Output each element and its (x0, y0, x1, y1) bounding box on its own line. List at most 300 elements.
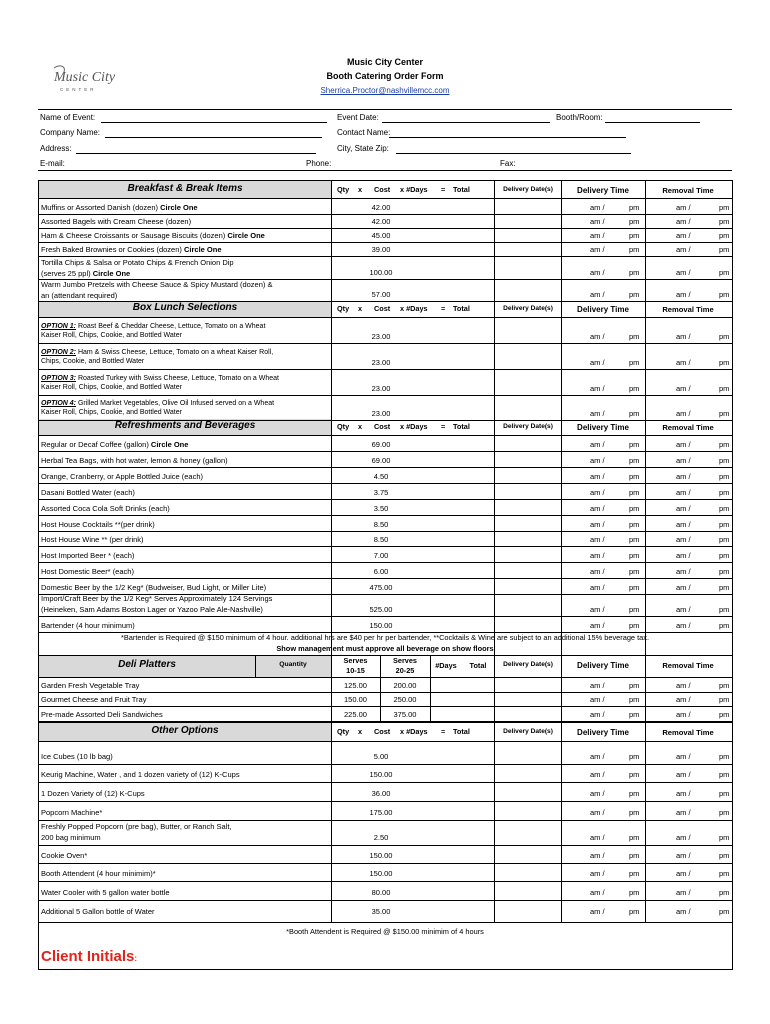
item-text: 1 Dozen Variety of (12) K-Cups (41, 789, 145, 798)
item-text: Ham & Cheese Croissants or Sausage Biscuits (dozen) (41, 231, 228, 240)
delivery-am-mark[interactable]: am / (590, 695, 605, 704)
deli-item-3: Pre-made Assorted Deli Sandwiches (41, 710, 163, 719)
item-text: Herbal Tea Bags, with hot water, lemon & honey (gallon) (41, 456, 228, 465)
box-lunch-total-header: Total (453, 304, 470, 313)
removal-pm-mark[interactable]: pm (719, 440, 730, 449)
removal-pm-mark[interactable]: pm (719, 583, 730, 592)
removal-pm-mark[interactable]: pm (719, 888, 730, 897)
item-text: Warm Jumbo Pretzels with Cheese Sauce & Spicy Mustard (dozen) & (41, 280, 273, 289)
delivery-am-mark[interactable]: am / (590, 504, 605, 513)
removal-pm-mark[interactable]: pm (719, 621, 730, 630)
box-lunch-price-4: 23.00 (371, 409, 391, 418)
removal-am-mark[interactable]: am / (676, 409, 691, 418)
other-item-9 (41, 907, 155, 918)
delivery-am-mark[interactable]: am / (590, 456, 605, 465)
breakfast-section-title: Breakfast & Break Items (127, 183, 243, 194)
removal-am-mark[interactable]: am / (676, 456, 691, 465)
refreshments-price-1: 69.00 (371, 440, 391, 449)
refreshments-item-7 (41, 535, 144, 546)
removal-am-mark[interactable]: am / (676, 681, 691, 690)
breakfast-total-header: Total (453, 185, 470, 194)
removal-am-mark[interactable]: am / (676, 440, 691, 449)
refreshments-item-4 (41, 488, 135, 499)
circle-one-note: Circle One (183, 245, 222, 254)
row-line (38, 782, 732, 783)
row-line (38, 722, 732, 723)
item-text: Orange, Cranberry, or Apple Bottled Juice (each) (41, 472, 204, 481)
deli-days-header: #Days (435, 661, 457, 670)
option-label: OPTION 3: (41, 375, 77, 382)
row-line (38, 863, 732, 864)
removal-pm-mark[interactable]: pm (719, 472, 730, 481)
delivery-am-mark[interactable]: am / (590, 583, 605, 592)
item-text: Host House Wine ** (per drink) (41, 535, 144, 544)
removal-am-mark[interactable]: am / (676, 621, 691, 630)
refreshments-price-8: 7.00 (373, 551, 389, 560)
email-label: E-mail: (40, 159, 65, 168)
removal-pm-mark[interactable]: pm (719, 456, 730, 465)
delivery-pm-mark[interactable]: pm (629, 605, 640, 614)
delivery-pm-mark[interactable]: pm (629, 290, 640, 299)
delivery-pm-mark[interactable]: pm (629, 833, 640, 842)
item-text: Water Cooler with 5 gallon water bottle (41, 888, 170, 897)
delivery-am-mark[interactable]: am / (590, 551, 605, 560)
delivery-pm-mark[interactable]: pm (629, 789, 640, 798)
option-text-line2: Kaiser Roll, Chips, Cookie, and Bottled Water (41, 409, 182, 416)
bartender-note: *Bartender is Required @ $150 minimum of 4 hour. additional hrs are $40 per hr per bartender, **Cocktails & Wine are subject to an additional 15% beverage tax. (120, 633, 650, 642)
removal-am-mark[interactable]: am / (676, 231, 691, 240)
delivery-pm-mark[interactable]: pm (629, 710, 640, 719)
deli-section-title: Deli Platters (118, 659, 176, 670)
delivery-pm-mark[interactable]: pm (629, 504, 640, 513)
refreshments-price-10: 475.00 (369, 583, 393, 592)
delivery-pm-mark[interactable]: pm (629, 520, 640, 529)
delivery-am-mark[interactable]: am / (590, 488, 605, 497)
option-text-line2: Kaiser Roll, Chips, Cookie, and Bottled Water (41, 384, 182, 391)
delivery-am-mark[interactable]: am / (590, 472, 605, 481)
other-item-7 (41, 869, 156, 880)
row-line (38, 820, 732, 821)
row-line (38, 706, 732, 707)
row-line (38, 677, 732, 678)
delivery-pm-mark[interactable]: pm (629, 770, 640, 779)
booth-attendant-note: *Booth Attendent is Required @ $150.00 minimim of 4 hours (286, 927, 484, 936)
removal-am-mark[interactable]: am / (676, 567, 691, 576)
delivery-pm-mark[interactable]: pm (629, 384, 640, 393)
removal-pm-mark[interactable]: pm (719, 605, 730, 614)
option-text: Roast Beef & Cheddar Cheese, Lettuce, Tomato on a Wheat (76, 323, 266, 330)
removal-am-mark[interactable]: am / (676, 551, 691, 560)
delivery-pm-mark[interactable]: pm (629, 488, 640, 497)
row-line (38, 420, 732, 421)
delivery-am-mark[interactable]: am / (590, 268, 605, 277)
removal-am-mark[interactable]: am / (676, 472, 691, 481)
box-lunch-days-header: x #Days (400, 304, 428, 313)
item-text: Dasani Bottled Water (each) (41, 488, 135, 497)
removal-am-mark[interactable]: am / (676, 808, 691, 817)
item-text: Regular or Decaf Coffee (gallon) (41, 440, 151, 449)
delivery-am-mark[interactable]: am / (590, 770, 605, 779)
delivery-am-mark[interactable]: am / (590, 851, 605, 860)
other-price-7: 150.00 (369, 869, 393, 878)
item-text-line2: (serves 25 ppl) (41, 268, 93, 278)
item-text: Host House Cocktails **(per drink) (41, 520, 155, 529)
option-label: OPTION 4: (41, 400, 77, 407)
row-line (38, 531, 732, 532)
delivery-pm-mark[interactable]: pm (629, 217, 640, 226)
removal-pm-mark[interactable]: pm (719, 869, 730, 878)
delivery-am-mark[interactable]: am / (590, 869, 605, 878)
removal-am-mark[interactable]: am / (676, 833, 691, 842)
refreshments-item-9 (41, 567, 134, 578)
svg-text:CENTER: CENTER (60, 87, 97, 92)
address-label: Address: (40, 144, 72, 153)
row-line (38, 242, 732, 243)
removal-am-mark[interactable]: am / (676, 535, 691, 544)
removal-am-mark[interactable]: am / (676, 770, 691, 779)
removal-pm-mark[interactable]: pm (719, 231, 730, 240)
refreshments-section-title: Refreshments and Beverages (114, 420, 256, 431)
row-line (38, 692, 732, 693)
booth-room-label: Booth/Room: (556, 113, 603, 122)
refreshments-removal-time-header: Removal Time (662, 423, 714, 432)
removal-am-mark[interactable]: am / (676, 384, 691, 393)
header-divider (38, 109, 732, 110)
option-text: Roasted Turkey with Swiss Cheese, Lettuce, Tomato on a Wheat (76, 375, 279, 382)
breakfast-qty-header: Qty (337, 185, 350, 194)
phone-label: Phone: (306, 159, 332, 168)
removal-am-mark[interactable]: am / (676, 752, 691, 761)
item-text: Fresh Baked Brownies or Cookies (dozen) (41, 245, 184, 254)
serves-large-label: Serves (393, 656, 417, 665)
delivery-pm-mark[interactable]: pm (629, 472, 640, 481)
deli-delivery-time-header: Delivery Time (577, 661, 629, 670)
removal-pm-mark[interactable]: pm (719, 710, 730, 719)
delivery-pm-mark[interactable]: pm (629, 583, 640, 592)
refreshments-item-2 (41, 456, 228, 467)
box-lunch-option-4 (41, 399, 274, 417)
delivery-am-mark[interactable]: am / (590, 808, 605, 817)
breakfast-item-3 (41, 231, 265, 242)
removal-pm-mark[interactable]: pm (719, 851, 730, 860)
row-line (38, 845, 732, 846)
city-state-zip-label: City, State Zip: (337, 144, 389, 153)
contact-name-field[interactable] (389, 137, 626, 138)
delivery-pm-mark[interactable]: pm (629, 681, 640, 690)
other-item-5 (41, 822, 232, 843)
removal-am-mark[interactable]: am / (676, 789, 691, 798)
removal-am-mark[interactable]: am / (676, 907, 691, 916)
delivery-pm-mark[interactable]: pm (629, 268, 640, 277)
box-lunch-price-1: 23.00 (371, 332, 391, 341)
removal-pm-mark[interactable]: pm (719, 409, 730, 418)
delivery-am-mark[interactable]: am / (590, 520, 605, 529)
delivery-am-mark[interactable]: am / (590, 290, 605, 299)
box-lunch-section-title: Box Lunch Selections (132, 302, 238, 313)
deli-quantity-header: Quantity (279, 661, 307, 668)
booth-room-field[interactable] (605, 122, 700, 123)
breakfast-price-3: 45.00 (371, 231, 391, 240)
removal-pm-mark[interactable]: pm (719, 535, 730, 544)
event-date-field[interactable] (382, 122, 550, 123)
deli-total-header: Total (469, 661, 487, 670)
item-text-line2: 200 bag minimum (41, 832, 101, 842)
other-eq-header: = (441, 727, 446, 736)
delivery-am-mark[interactable]: am / (590, 217, 605, 226)
music-city-center-logo (50, 64, 115, 94)
item-text: Tortilla Chips & Salsa or Potato Chips & French Onion Dip (41, 258, 234, 267)
delivery-pm-mark[interactable]: pm (629, 567, 640, 576)
delivery-pm-mark[interactable]: pm (629, 551, 640, 560)
row-line (38, 515, 732, 516)
refreshments-delivery-time-header: Delivery Time (577, 423, 629, 432)
removal-pm-mark[interactable]: pm (719, 332, 730, 341)
removal-am-mark[interactable]: am / (676, 869, 691, 878)
option-text-line2: Kaiser Roll, Chips, Cookie, and Bottled Water (41, 332, 182, 339)
delivery-am-mark[interactable]: am / (590, 605, 605, 614)
refreshments-item-3 (41, 472, 203, 483)
refreshments-price-12: 150.00 (369, 621, 393, 630)
removal-pm-mark[interactable]: pm (719, 789, 730, 798)
refreshments-price-2: 69.00 (371, 456, 391, 465)
circle-one-note: Circle One (160, 203, 198, 212)
removal-pm-mark[interactable]: pm (719, 290, 730, 299)
removal-am-mark[interactable]: am / (676, 290, 691, 299)
box-lunch-removal-time-header: Removal Time (662, 305, 714, 314)
item-text: Host Imported Beer * (each) (41, 551, 135, 560)
row-line (38, 764, 732, 765)
delivery-am-mark[interactable]: am / (590, 440, 605, 449)
removal-pm-mark[interactable]: pm (719, 217, 730, 226)
contact-email-link[interactable]: Sherrica.Proctor@nashvillemcc.com (320, 86, 450, 95)
delivery-pm-mark[interactable]: pm (629, 440, 640, 449)
box-lunch-qty-header: Qty (337, 304, 350, 313)
delivery-pm-mark[interactable]: pm (629, 456, 640, 465)
delivery-pm-mark[interactable]: pm (629, 851, 640, 860)
removal-pm-mark[interactable]: pm (719, 268, 730, 277)
delivery-am-mark[interactable]: am / (590, 789, 605, 798)
refreshments-item-8 (41, 551, 134, 562)
show-management-note: Show management must approve all beverage on show floors (276, 644, 494, 653)
removal-pm-mark[interactable]: pm (719, 808, 730, 817)
name-of-event-field[interactable] (101, 122, 327, 123)
breakfast-price-4: 39.00 (371, 245, 391, 254)
delivery-pm-mark[interactable]: pm (629, 621, 640, 630)
removal-am-mark[interactable]: am / (676, 488, 691, 497)
removal-pm-mark[interactable]: pm (719, 681, 730, 690)
removal-am-mark[interactable]: am / (676, 583, 691, 592)
removal-pm-mark[interactable]: pm (719, 907, 730, 916)
removal-pm-mark[interactable]: pm (719, 520, 730, 529)
delivery-am-mark[interactable]: am / (590, 203, 605, 212)
refreshments-item-6 (41, 520, 155, 531)
venue-title: Music City Center (346, 57, 424, 67)
deli-delivery-dates-header: Delivery Date(s) (503, 661, 553, 668)
box-lunch-option-2 (41, 348, 273, 366)
refreshments-item-1 (41, 440, 188, 451)
delivery-am-mark[interactable]: am / (590, 710, 605, 719)
removal-am-mark[interactable]: am / (676, 217, 691, 226)
refreshments-price-3: 4.50 (373, 472, 389, 481)
other-qty-header: Qty (337, 727, 350, 736)
removal-pm-mark[interactable]: pm (719, 770, 730, 779)
breakfast-cost-header: Cost (374, 185, 391, 194)
breakfast-price-2: 42.00 (371, 217, 391, 226)
removal-am-mark[interactable]: am / (676, 504, 691, 513)
item-text: Popcorn Machine* (41, 808, 103, 817)
removal-am-mark[interactable]: am / (676, 203, 691, 212)
refreshments-cost-header: Cost (374, 422, 391, 431)
breakfast-delivery-dates-header: Delivery Date(s) (503, 186, 553, 193)
removal-am-mark[interactable]: am / (676, 358, 691, 367)
delivery-am-mark[interactable]: am / (590, 245, 605, 254)
other-cost-header: Cost (374, 727, 391, 736)
delivery-am-mark[interactable]: am / (590, 621, 605, 630)
delivery-pm-mark[interactable]: pm (629, 231, 640, 240)
breakfast-price-5: 100.00 (369, 268, 393, 277)
delivery-pm-mark[interactable]: pm (629, 409, 640, 418)
row-line (38, 343, 732, 344)
breakfast-item-5 (41, 258, 234, 279)
box-lunch-delivery-time-header: Delivery Time (577, 305, 629, 314)
delivery-pm-mark[interactable]: pm (629, 695, 640, 704)
deli-serves-small-header (331, 656, 380, 676)
delivery-pm-mark[interactable]: pm (629, 808, 640, 817)
contact-name-label: Contact Name: (337, 128, 391, 137)
other-price-5: 2.50 (373, 833, 389, 842)
event-date-label: Event Date: (337, 113, 379, 122)
refreshments-price-9: 6.00 (373, 567, 389, 576)
delivery-pm-mark[interactable]: pm (629, 358, 640, 367)
other-price-6: 150.00 (369, 851, 393, 860)
removal-pm-mark[interactable]: pm (719, 752, 730, 761)
other-price-9: 35.00 (371, 907, 391, 916)
address-field[interactable] (76, 153, 316, 154)
delivery-am-mark[interactable]: am / (590, 535, 605, 544)
row-line (38, 578, 732, 579)
delivery-am-mark[interactable]: am / (590, 231, 605, 240)
delivery-am-mark[interactable]: am / (590, 833, 605, 842)
removal-am-mark[interactable]: am / (676, 268, 691, 277)
item-text: Booth Attendent (4 hour minimim)* (41, 869, 156, 878)
delivery-am-mark[interactable]: am / (590, 907, 605, 916)
removal-am-mark[interactable]: am / (676, 605, 691, 614)
delivery-pm-mark[interactable]: pm (629, 535, 640, 544)
removal-am-mark[interactable]: am / (676, 851, 691, 860)
box-lunch-price-2: 23.00 (371, 358, 391, 367)
delivery-am-mark[interactable]: am / (590, 384, 605, 393)
other-price-2: 150.00 (369, 770, 393, 779)
serves-small-range: 10-15 (346, 666, 365, 675)
removal-am-mark[interactable]: am / (676, 332, 691, 341)
refreshments-item-5 (41, 504, 170, 515)
delivery-pm-mark[interactable]: pm (629, 332, 640, 341)
row-line (38, 395, 732, 396)
delivery-am-mark[interactable]: am / (590, 332, 605, 341)
delivery-am-mark[interactable]: am / (590, 752, 605, 761)
box-lunch-price-3: 23.00 (371, 384, 391, 393)
removal-am-mark[interactable]: am / (676, 520, 691, 529)
other-item-1 (41, 752, 113, 763)
removal-am-mark[interactable]: am / (676, 888, 691, 897)
row-line (38, 256, 732, 257)
other-item-3 (41, 789, 145, 800)
other-price-4: 175.00 (369, 808, 393, 817)
removal-am-mark[interactable]: am / (676, 245, 691, 254)
removal-pm-mark[interactable]: pm (719, 567, 730, 576)
delivery-am-mark[interactable]: am / (590, 409, 605, 418)
removal-pm-mark[interactable]: pm (719, 203, 730, 212)
row-line (38, 435, 732, 436)
item-text: Freshly Popped Popcorn (pre bag), Butter, or Ranch Salt, (41, 822, 232, 831)
removal-pm-mark[interactable]: pm (719, 504, 730, 513)
delivery-pm-mark[interactable]: pm (629, 752, 640, 761)
other-days-header: x #Days (400, 727, 428, 736)
other-total-header: Total (453, 727, 470, 736)
option-text-line2: Chips, Cookie, and Bottled Water (41, 358, 145, 365)
removal-pm-mark[interactable]: pm (719, 245, 730, 254)
city-state-zip-field[interactable] (396, 153, 631, 154)
delivery-pm-mark[interactable]: pm (629, 888, 640, 897)
removal-pm-mark[interactable]: pm (719, 488, 730, 497)
fax-label: Fax: (500, 159, 516, 168)
removal-pm-mark[interactable]: pm (719, 384, 730, 393)
deli-removal-time-header: Removal Time (662, 661, 714, 670)
deli-price-small-1: 125.00 (344, 681, 367, 690)
deli-price-small-2: 150.00 (344, 695, 367, 704)
deli-item-2: Gourmet Cheese and Fruit Tray (41, 695, 147, 704)
other-section-title: Other Options (151, 725, 219, 736)
name-of-event-label: Name of Event: (40, 113, 96, 122)
delivery-am-mark[interactable]: am / (590, 567, 605, 576)
delivery-pm-mark[interactable]: pm (629, 869, 640, 878)
fields-divider (38, 170, 732, 171)
row-line (38, 562, 732, 563)
delivery-am-mark[interactable]: am / (590, 358, 605, 367)
delivery-pm-mark[interactable]: pm (629, 907, 640, 916)
removal-pm-mark[interactable]: pm (719, 833, 730, 842)
row-line (38, 616, 732, 617)
item-text: Muffins or Assorted Danish (dozen) (41, 203, 161, 212)
other-price-1: 5.00 (373, 752, 389, 761)
delivery-pm-mark[interactable]: pm (629, 203, 640, 212)
row-line (38, 801, 732, 802)
other-item-2 (41, 770, 240, 781)
other-item-8 (41, 888, 170, 899)
breakfast-eq-header: = (441, 185, 446, 194)
removal-pm-mark[interactable]: pm (719, 695, 730, 704)
removal-pm-mark[interactable]: pm (719, 551, 730, 560)
circle-one-note: Circle One (227, 231, 265, 240)
item-text: Keurig Machine, Water , and 1 dozen variety of (12) K-Cups (41, 770, 240, 779)
removal-am-mark[interactable]: am / (676, 710, 691, 719)
box-lunch-eq-header: = (441, 304, 446, 313)
row-line (38, 881, 732, 882)
delivery-pm-mark[interactable]: pm (629, 245, 640, 254)
company-name-field[interactable] (105, 137, 322, 138)
item-text-line2: (Heineken, Sam Adams Boston Lager or Yazoo Pale Ale-Nashville) (41, 604, 263, 614)
breakfast-x-header: x (358, 185, 363, 194)
row-line (38, 499, 732, 500)
item-text: Assorted Coca Cola Soft Drinks (each) (41, 504, 170, 513)
removal-pm-mark[interactable]: pm (719, 358, 730, 367)
delivery-am-mark[interactable]: am / (590, 888, 605, 897)
delivery-am-mark[interactable]: am / (590, 681, 605, 690)
deli-serves-large-header (380, 656, 430, 676)
breakfast-item-4 (41, 245, 222, 256)
option-label: OPTION 2: (41, 349, 77, 356)
removal-am-mark[interactable]: am / (676, 695, 691, 704)
